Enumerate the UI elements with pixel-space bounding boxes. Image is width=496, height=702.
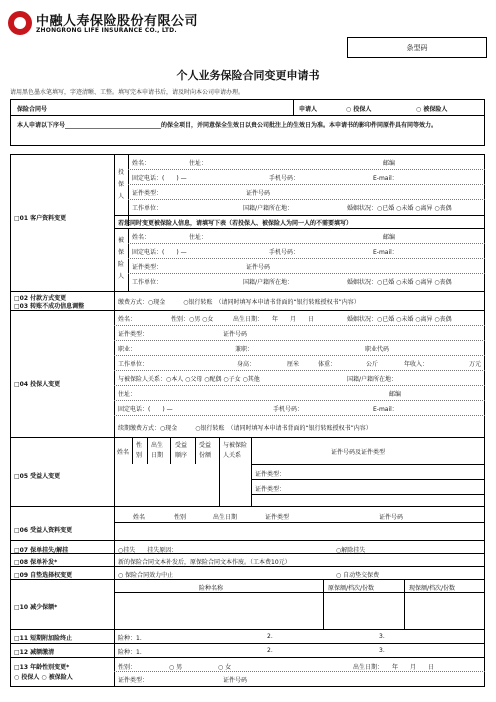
- company-name-en: ZHONGRONG LIFE INSURANCE CO., LTD.: [36, 27, 177, 34]
- ins-address-label: 住址：: [189, 234, 208, 241]
- section-06-label[interactable]: □06 受益人资料变更: [14, 527, 73, 534]
- ag-idtype: 证件类型：: [118, 677, 149, 684]
- nh-job: 职业：: [118, 346, 137, 353]
- declaration-text: 本人申请以下序号________________________________的保全项目，并同意保全生效日以贵公司批注上的生效日为准。本申请书的影印件同原件具有同等效力。: [17, 122, 438, 129]
- payment-method-row: 缴费方式：○现金 ○银行转账 （请同时填写本申请书背面的“银行转账授权书”内容）: [118, 299, 360, 306]
- nh-jobcode: 职业代码: [365, 346, 390, 353]
- paidup-1: 险种：1.: [118, 649, 142, 656]
- ph-email-label: E-mail：: [373, 175, 398, 182]
- ph-nationality-label: 国籍/户籍所在地：: [243, 205, 294, 212]
- nh-phone: 固定电话：( ) —: [118, 406, 173, 413]
- company-logo-icon: [8, 11, 32, 35]
- section-13-label[interactable]: □13 年龄性别变更*: [14, 664, 70, 671]
- ph-phone-label: 固定电话：( ) —: [132, 175, 187, 182]
- ph-name-label: 姓名：: [132, 160, 151, 167]
- nh-cm: 厘米: [287, 361, 300, 368]
- rider-2: 2.: [267, 633, 273, 640]
- applicant-policyholder-radio[interactable]: ○ 投保人: [346, 106, 372, 113]
- nh-relation: 与被保险人关系：○本人 ○父母 ○配偶 ○子女 ○其他: [118, 376, 260, 383]
- ben-birth-head: 出生日期: [151, 442, 164, 459]
- company-name-cn: 中融人寿保险股份有限公司: [36, 14, 199, 29]
- form-title: 个人业务保险合同变更申请书: [176, 69, 320, 82]
- nh-idno: 证件号码: [223, 331, 248, 338]
- section-10-label[interactable]: □10 减少保额*: [14, 604, 58, 611]
- ben-gender-head: 性别: [136, 442, 143, 459]
- nh-name: 姓名：: [118, 316, 137, 323]
- nh-parttime: 兼职：: [235, 346, 254, 353]
- reissue-text: 新的保险合同文本补发后，原保险合同文本作废。（工本费10元）: [118, 559, 291, 566]
- bi-idtype-head: 证件类型: [265, 514, 290, 521]
- reduce-orig-head: 原保额/档次/份数: [328, 585, 375, 592]
- section-13-sub[interactable]: ○ 投保人 ○ 被保险人: [14, 674, 73, 681]
- ph-mobile-label: 手机号码：: [269, 175, 300, 182]
- insured-side-label: 被保险人: [118, 237, 125, 280]
- bi-name-head: 姓名: [133, 514, 146, 521]
- ag-female: ○ 女: [218, 664, 232, 671]
- ben-relation-head: 与被保险人关系: [223, 442, 248, 459]
- section-04-label[interactable]: □04 投保人变更: [14, 381, 61, 388]
- nh-employer: 工作单位：: [118, 361, 149, 368]
- ag-birth: 出生日期： 年 月 日: [353, 664, 435, 671]
- ph-marital-label: 婚姻状况：○已婚 ○未婚 ○离异 ○丧偶: [347, 205, 452, 212]
- reduce-name-head: 险种名称: [199, 585, 224, 592]
- header-table: [10, 99, 485, 146]
- policyholder-side-label: 投保人: [118, 169, 125, 200]
- nh-gender: 性别：○男 ○女: [171, 316, 214, 323]
- applicant-insured-radio[interactable]: ○ 被保险人: [416, 106, 448, 113]
- barcode-label: 条型码: [406, 43, 428, 52]
- ag-gender: 性别：: [118, 664, 137, 671]
- ins-postcode-label: 邮编: [383, 234, 396, 241]
- bi-birth-head: 出生日期: [213, 514, 238, 521]
- policy-no-label: 保险合同号: [17, 106, 48, 113]
- loss-option: ○挂失 挂失原因：: [118, 547, 178, 554]
- ins-email-label: E-mail：: [373, 249, 398, 256]
- section-03-label[interactable]: □03 转账不成功信息调整: [14, 303, 85, 310]
- ins-employer-label: 工作单位：: [132, 279, 163, 286]
- nh-postcode: 邮编: [389, 391, 402, 398]
- ph-postcode-label: 邮编: [383, 160, 396, 167]
- same-person-note: 若您同时变更被保险人信息，请填写下表（若投保人、被保险人为同一人的不需要填写）: [118, 220, 353, 227]
- ins-idtype-label: 证件类型：: [132, 264, 163, 271]
- ins-name-label: 姓名：: [132, 234, 151, 241]
- section-09-label[interactable]: □09 自垫选择权变更: [14, 572, 73, 579]
- nh-mobile: 手机号码：: [273, 406, 304, 413]
- ben-idtype-2: 证件类型：: [255, 486, 286, 493]
- section-11-label[interactable]: □11 短期附加险终止: [14, 635, 73, 642]
- autoloan-suspend: ○ 保险合同效力中止: [118, 572, 174, 579]
- section-05-label[interactable]: □05 受益人变更: [14, 473, 61, 480]
- nh-renewal: 续期缴费方式：○现金 ○银行转账 （请同时填写本申请书背面的“银行转账授权书”内容）: [118, 425, 372, 432]
- paidup-2: 2.: [267, 647, 273, 654]
- ins-mobile-label: 手机号码：: [269, 249, 300, 256]
- section-01-label[interactable]: □01 客户资料变更: [14, 215, 67, 222]
- nh-wan: 万元: [469, 361, 482, 368]
- ph-employer-label: 工作单位：: [132, 205, 163, 212]
- ph-idtype-label: 证件类型：: [132, 190, 163, 197]
- nh-kg: 公斤: [366, 361, 379, 368]
- ben-name-head: 姓名: [117, 449, 130, 456]
- nh-height: 身高：: [237, 361, 256, 368]
- bi-gender-head: 性别: [174, 514, 187, 521]
- ag-male: ○ 男: [169, 664, 183, 671]
- autoloan-premium: ○ 自动垫交保费: [336, 572, 380, 579]
- bi-idno-head: 证件号码: [379, 514, 404, 521]
- ins-nationality-label: 国籍/户籍所在地：: [243, 279, 294, 286]
- nh-email: E-mail：: [373, 406, 398, 413]
- unloss-option: ○解除挂失: [336, 547, 366, 554]
- instruction-text: 请用黑色墨水笔填写，字迹清晰、工整。填写完本申请书后，请及时向本公司申请办理。: [10, 89, 245, 96]
- nh-nationality: 国籍/户籍所在地：: [347, 376, 398, 383]
- ben-id-head: 证件号码及证件类型: [331, 449, 386, 456]
- ag-idno: 证件号码: [223, 677, 248, 684]
- ins-idno-label: 证件号码: [246, 264, 271, 271]
- ins-phone-label: 固定电话：( ) —: [132, 249, 187, 256]
- ben-share-head: 受益份额: [199, 442, 212, 459]
- rider-3: 3.: [379, 633, 385, 640]
- nh-income: 年收入：: [404, 361, 429, 368]
- section-02-label[interactable]: □02 付款方式变更: [14, 295, 67, 302]
- nh-idtype: 证件类型：: [118, 331, 149, 338]
- nh-weight: 体重：: [318, 361, 337, 368]
- ph-address-label: 住址：: [189, 160, 208, 167]
- ben-idtype-1: 证件类型：: [255, 471, 286, 478]
- ph-idno-label: 证件号码: [246, 190, 271, 197]
- section-08-label[interactable]: □08 保单补发*: [14, 559, 58, 566]
- section-07-label[interactable]: □07 保单挂失/解挂: [14, 547, 69, 554]
- main-form: [10, 154, 485, 687]
- nh-marital: 婚姻状况：○已婚 ○未婚 ○离异 ○丧偶: [347, 316, 452, 323]
- ben-order-head: 受益顺序: [175, 442, 188, 459]
- nh-address: 住址：: [118, 391, 137, 398]
- applicant-label: 申请人: [299, 106, 318, 113]
- reduce-now-head: 现保额/档次/份数: [409, 585, 456, 592]
- barcode-box: [347, 37, 487, 58]
- ins-marital-label: 婚姻状况：○已婚 ○未婚 ○离异 ○丧偶: [347, 279, 452, 286]
- section-12-label[interactable]: □12 减额缴清: [14, 649, 55, 656]
- nh-birth: 出生日期： 年 月 日: [233, 316, 315, 323]
- rider-1: 险种：1.: [118, 635, 142, 642]
- paidup-3: 3.: [379, 647, 385, 654]
